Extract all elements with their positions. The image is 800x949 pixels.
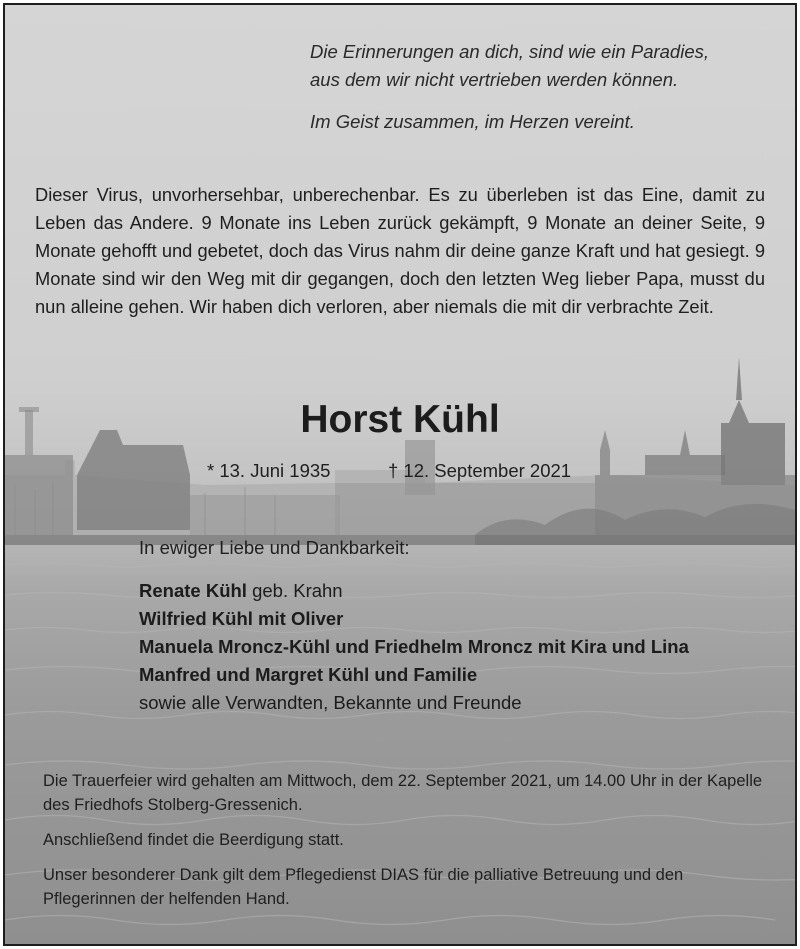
poem-line: Die Erinnerungen an dich, sind wie ein Paradies, bbox=[310, 41, 710, 62]
ceremony-details: Die Trauerfeier wird gehalten am Mittwoch, dem 22. September 2021, um 14.00 Uhr in der Kapelle des Friedhofs Stolberg-Gressenich. bbox=[43, 772, 763, 814]
ceremony-notice bbox=[43, 769, 763, 922]
mourner-line bbox=[139, 577, 689, 605]
mourners-heading: In ewiger Liebe und Dankbarkeit: bbox=[139, 537, 410, 558]
obituary-card bbox=[3, 3, 797, 946]
mourner-name: Manuela Mroncz-Kühl und Friedhelm Mroncz mit Kira und Lina bbox=[139, 636, 689, 657]
deceased-name: Horst Kühl bbox=[300, 398, 500, 441]
memorial-poem bbox=[310, 38, 780, 136]
mourners-list bbox=[139, 577, 689, 717]
poem-line: aus dem wir nicht vertrieben werden können. bbox=[310, 69, 679, 90]
mourner-line bbox=[139, 605, 689, 633]
mourner-name: Manfred und Margret Kühl und Familie bbox=[139, 664, 478, 685]
mourner-name: Renate Kühl bbox=[139, 580, 247, 601]
poem-line: Im Geist zusammen, im Herzen vereint. bbox=[310, 111, 635, 132]
intro-paragraph: Dieser Virus, unvorhersehbar, unberechenbar. Es zu überleben ist das Eine, damit zu Leben das Andere. 9 Monate ins Leben zurück gekämpft, 9 Monate an deiner Seite, 9 Monate gehofft und gebetet, doch das Virus nahm dir deine ganze Kraft und hat gesiegt. 9 Monate sind wir den Weg mit dir gegangen, doch den letzten Weg lieber Papa, musst du nun alleine gehen. Wir haben dich verloren, aber niemals die mit dir verbrachte Zeit. bbox=[35, 184, 765, 317]
death-date: † 12. September 2021 bbox=[388, 460, 572, 481]
thanks-note: Unser besonderer Dank gilt dem Pflegedienst DIAS für die palliative Betreuung und den Pflegerinnen der helfenden Hand. bbox=[43, 866, 684, 908]
mourner-line-relatives: sowie alle Verwandten, Bekannte und Freunde bbox=[139, 692, 522, 713]
mourner-name: Wilfried Kühl mit Oliver bbox=[139, 608, 344, 629]
birth-date: * 13. Juni 1935 bbox=[207, 460, 331, 481]
mourner-line bbox=[139, 633, 689, 661]
mourner-line bbox=[139, 661, 689, 689]
mourner-maiden-name: geb. Krahn bbox=[246, 580, 343, 601]
burial-note: Anschließend findet die Beerdigung statt. bbox=[43, 831, 344, 849]
